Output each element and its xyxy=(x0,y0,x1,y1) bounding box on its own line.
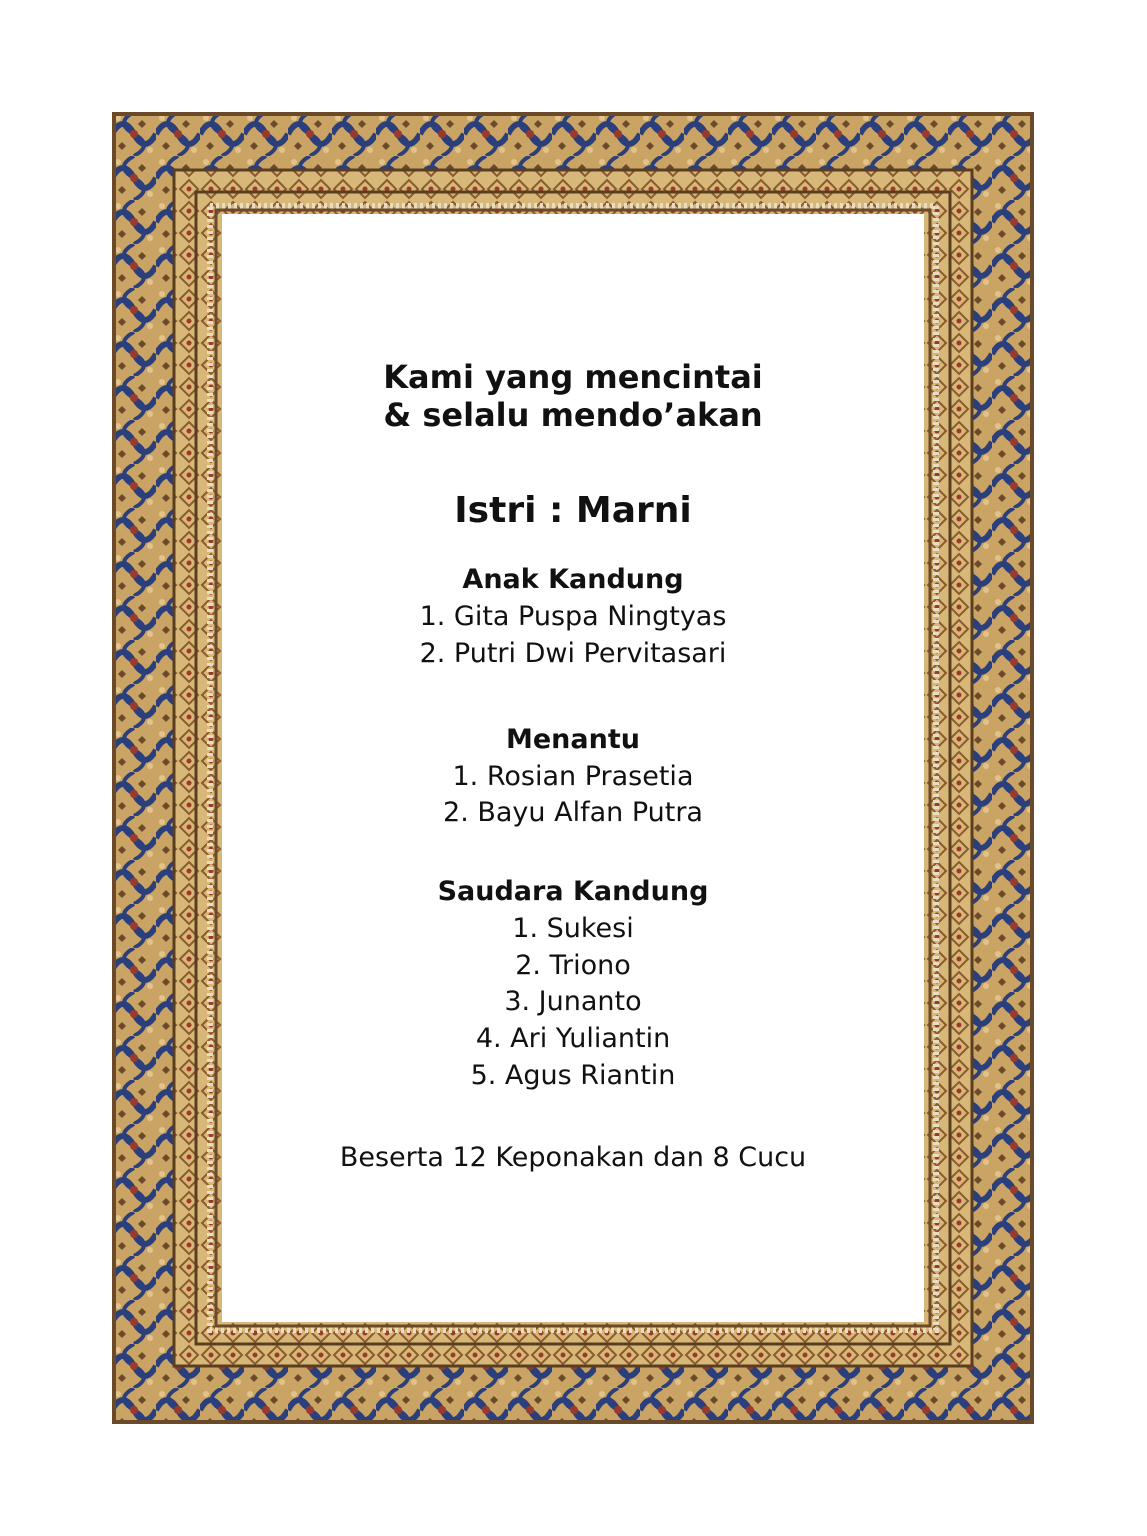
wife-line: Istri : Marni xyxy=(454,490,692,531)
footer-note: Beserta 12 Keponakan dan 8 Cucu xyxy=(339,1142,807,1173)
list-item: 1. Gita Puspa Ningtyas xyxy=(419,601,727,632)
list-item: 2. Putri Dwi Pervitasari xyxy=(419,638,727,669)
heading-line-2: & selalu mendo’akan xyxy=(383,396,763,434)
list-item: 3. Junanto xyxy=(504,986,642,1017)
group-title-anak-kandung: Anak Kandung xyxy=(462,564,684,595)
list-item: 1. Rosian Prasetia xyxy=(452,761,694,792)
group-title-saudara-kandung: Saudara Kandung xyxy=(437,876,709,907)
list-item: 2. Triono xyxy=(515,950,631,981)
list-item: 5. Agus Riantin xyxy=(470,1060,676,1091)
heading-line-1: Kami yang mencintai xyxy=(383,358,763,396)
group-title-menantu: Menantu xyxy=(506,724,640,755)
list-item: 4. Ari Yuliantin xyxy=(475,1023,671,1054)
list-item: 2. Bayu Alfan Putra xyxy=(443,797,703,828)
list-item: 1. Sukesi xyxy=(512,913,634,944)
